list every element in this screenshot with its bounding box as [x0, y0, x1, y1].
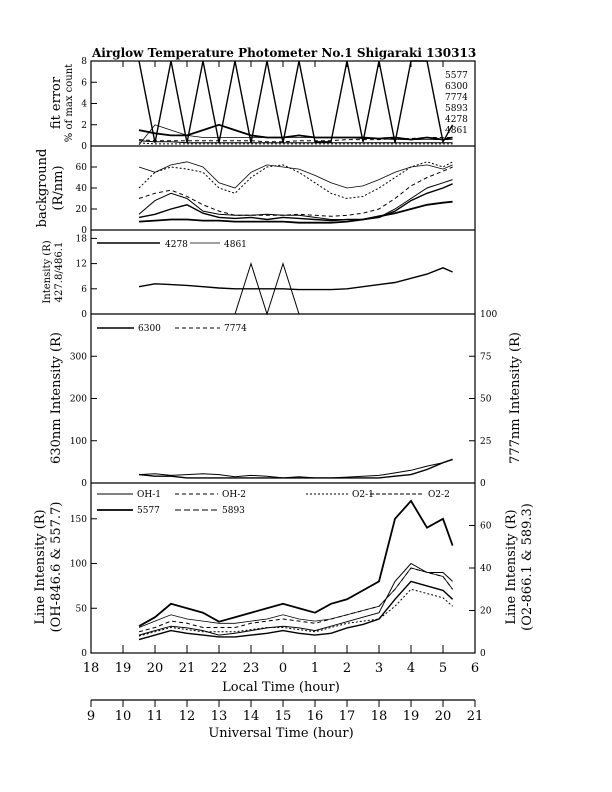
- y-tick-label-right: 25: [480, 436, 492, 447]
- fit-legend-item: 4278: [445, 115, 468, 125]
- fit-legend-item: 5893: [445, 104, 468, 114]
- blue-ylabel-sub: 427.8/486.1: [54, 241, 65, 303]
- ut-tick-label: 10: [114, 709, 132, 724]
- x-tick-label: 20: [146, 661, 164, 676]
- ut-tick-label: 12: [178, 709, 196, 724]
- y-tick-label: 0: [81, 310, 87, 320]
- ut-tick-label: 14: [242, 709, 260, 724]
- x-tick-label: 4: [406, 661, 416, 676]
- local-time-label: Local Time (hour): [222, 680, 340, 695]
- y-tick-label: 60: [75, 163, 87, 173]
- y-tick-label: 6: [81, 78, 87, 89]
- ut-tick-label: 13: [210, 709, 228, 724]
- ut-tick-label: 21: [466, 709, 484, 724]
- line-ylabel-right-sub: (O2-866.1 & 589.3): [520, 503, 535, 631]
- ut-tick-label: 11: [146, 709, 164, 724]
- legend-label-5893: 5893: [222, 506, 245, 516]
- series-fit-error-6300: [139, 61, 453, 143]
- x-tick-label: 22: [210, 661, 228, 676]
- y-tick-label: 0: [81, 479, 87, 489]
- ut-tick-label: 9: [86, 709, 96, 724]
- y-tick-label-right: 50: [480, 394, 492, 405]
- y-tick-label: 150: [69, 514, 87, 525]
- y-tick-label: 8: [81, 57, 87, 67]
- fit-legend-item: 6300: [445, 82, 468, 92]
- y-tick-label: 18: [75, 234, 87, 245]
- y-tick-label-right: 0: [480, 649, 486, 659]
- legend-label-4278: 4278: [165, 240, 188, 250]
- axis-ticks: [70, 57, 498, 724]
- y-tick-label: 100: [69, 559, 87, 570]
- y-tick-label: 2: [81, 120, 87, 131]
- bg-ylabel: background: [35, 148, 50, 228]
- y-tick-label-right: 100: [480, 310, 498, 320]
- x-tick-label: 1: [310, 661, 320, 676]
- series-line-intensity-5577: [139, 501, 453, 626]
- series-fit-error-4861: [139, 125, 453, 145]
- ut-tick-label: 16: [306, 709, 324, 724]
- legend-label-O2-2: O2-2: [428, 490, 450, 500]
- data-series: [139, 61, 453, 640]
- series-background-4861: [139, 162, 453, 188]
- ut-tick-label: 17: [338, 709, 356, 724]
- y-tick-label: 12: [75, 259, 87, 270]
- y-tick-label: 40: [75, 184, 87, 194]
- series-line-intensity-5893: [139, 568, 453, 628]
- x-tick-label: 19: [114, 661, 132, 676]
- y-tick-label-right: 60: [480, 521, 492, 532]
- fit-ylabel-sub: % of max count: [64, 63, 75, 143]
- fit-legend-item: 4861: [445, 126, 468, 136]
- series-line-intensity-OH-1: [139, 564, 453, 636]
- series-427-8-486-1-4861: [139, 268, 453, 290]
- x-tick-label: 23: [242, 661, 260, 676]
- fit-legend-item: 7774: [445, 93, 468, 103]
- legend-label-7774: 7774: [224, 324, 247, 334]
- fit-ylabel: fit error: [49, 76, 64, 130]
- y-tick-label: 0: [81, 649, 87, 659]
- legend-label-OH-1: OH-1: [137, 490, 161, 500]
- series-background-7774: [139, 167, 453, 216]
- legend-label-OH-2: OH-2: [222, 490, 246, 500]
- y-tick-label-right: 0: [480, 479, 486, 489]
- series-line-intensity-OH-2: [139, 581, 453, 639]
- blue-ylabel: Intensity (R): [42, 240, 53, 304]
- red-ylabel-left: 630nm Intensity (R): [49, 332, 64, 464]
- series-line-intensity-O2-2: [139, 589, 453, 636]
- y-tick-label-right: 40: [480, 564, 492, 574]
- series-background-5893: [139, 162, 453, 199]
- x-tick-label: 0: [278, 661, 288, 676]
- series-background-5577: [139, 180, 453, 220]
- y-tick-label: 0: [81, 142, 87, 152]
- y-tick-label: 0: [81, 226, 87, 236]
- line-ylabel-right: Line Intensity (R): [504, 509, 519, 625]
- ut-tick-label: 19: [402, 709, 420, 724]
- x-tick-label: 2: [342, 661, 352, 676]
- x-tick-label: 3: [374, 661, 384, 676]
- y-tick-label: 200: [69, 394, 87, 405]
- x-tick-label: 18: [82, 661, 100, 676]
- y-tick-label: 4: [81, 99, 87, 110]
- ut-tick-label: 15: [274, 709, 292, 724]
- line-ylabel-left: Line Intensity (R): [33, 509, 48, 625]
- line-ylabel-left-sub: (OH-846.6 & 557.7): [49, 501, 64, 633]
- legend-label-O2-1: O2-1: [352, 490, 374, 500]
- ut-tick-label: 20: [434, 709, 452, 724]
- y-tick-label: 50: [75, 604, 87, 615]
- x-tick-label: 5: [438, 661, 448, 676]
- x-tick-label: 6: [470, 661, 480, 676]
- chart-title: Airglow Temperature Photometer No.1 Shigaraki 130313: [92, 46, 477, 60]
- plot-frame: [91, 61, 475, 653]
- y-tick-label: 100: [69, 436, 87, 447]
- x-tick-label: 21: [178, 661, 196, 676]
- y-tick-label-right: 75: [480, 352, 492, 363]
- ut-label: Universal Time (hour): [208, 726, 354, 741]
- fit-legend-item: 5577: [445, 71, 468, 81]
- y-tick-label-right: 20: [480, 606, 492, 617]
- y-tick-label: 300: [69, 352, 87, 363]
- y-tick-label: 20: [75, 205, 87, 215]
- legend-label-6300: 6300: [138, 324, 161, 334]
- ut-tick-label: 18: [370, 709, 388, 724]
- bg-ylabel-sub: (R/nm): [51, 165, 66, 211]
- series-line-intensity-O2-1: [139, 568, 453, 632]
- red-ylabel-right: 777nm Intensity (R): [508, 332, 523, 464]
- legend-label-4861: 4861: [224, 240, 247, 250]
- y-tick-label: 6: [81, 284, 87, 295]
- legend-label-5577: 5577: [137, 506, 160, 516]
- panel-frames: [91, 61, 475, 653]
